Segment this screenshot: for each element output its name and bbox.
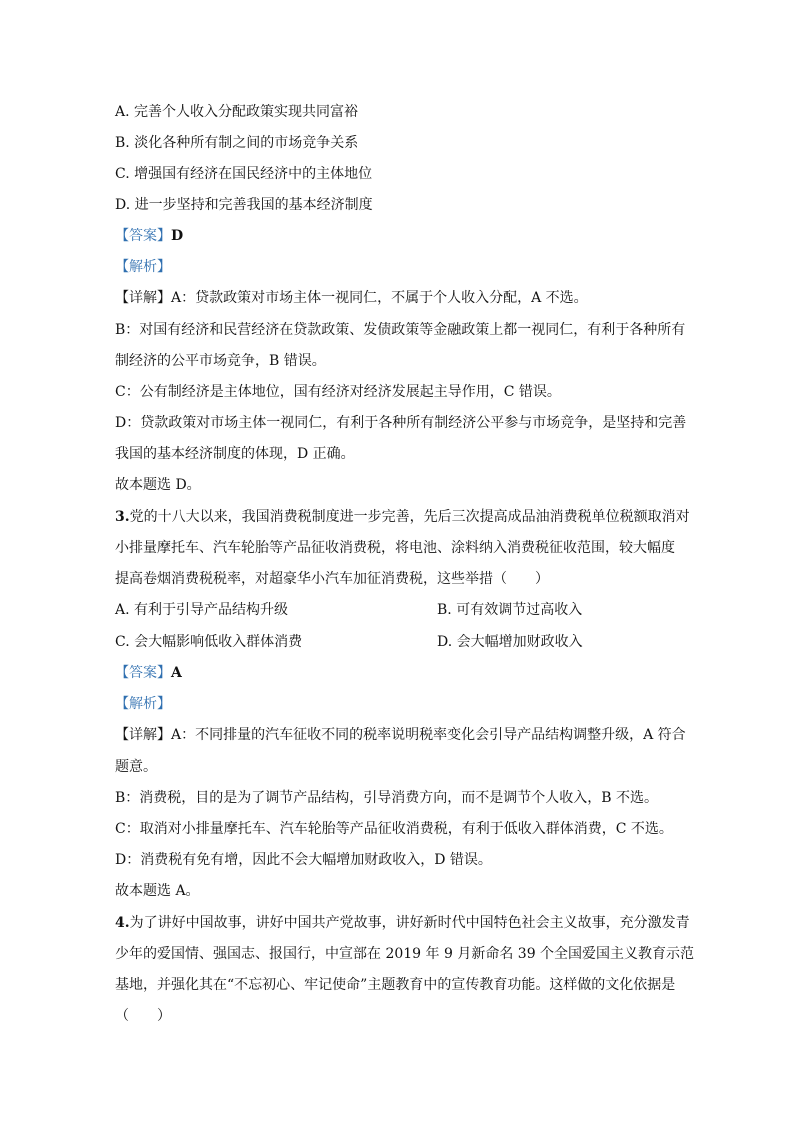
q3-option-a: A. 有利于引导产品结构升级 — [115, 602, 289, 618]
q3-analysis-line — [115, 694, 685, 714]
detail-tag: 【详解】 — [115, 727, 171, 743]
answer-tag: 【答案】 — [115, 665, 171, 681]
q2-option-d: D. 进一步坚持和完善我国的基本经济制度 — [115, 197, 373, 213]
q3-option-b: B. 可有效调节过高收入 — [437, 602, 583, 618]
q3-stem-line-2: 小排量摩托车、汽车轮胎等产品征收消费税，将电池、涂料纳入消费税征收范围，较大幅度 — [115, 540, 675, 556]
question-number: 4. — [115, 915, 130, 931]
q3-option-c: C. 会大幅影响低收入群体消费 — [115, 634, 303, 650]
q3-answer-line — [115, 663, 685, 683]
answer-tag: 【答案】 — [115, 228, 171, 244]
q2-detail-d1: D：贷款政策对市场主体一视同仁，有利于各种所有制经济公平参与市场竞争，是坚持和完善 — [115, 415, 687, 431]
q4-stem-line-2: 少年的爱国情、强国志、报国行，中宣部在 2019 年 9 月新命名 39 个全国爱国主义教育示范 — [115, 946, 695, 962]
q3-stem-line-1 — [115, 507, 690, 527]
q3-detail-line — [115, 725, 685, 745]
q3-detail-c: C：取消对小排量摩托车、汽车轮胎等产品征收消费税，有利于低收入群体消费，C 不选。 — [115, 821, 673, 837]
q3-stem-text: 党的十八大以来，我国消费税制度进一步完善，先后三次提高成品油消费税单位税额取消对 — [129, 509, 690, 525]
q3-conclusion: 故本题选 A。 — [115, 883, 200, 899]
answer-value: A — [171, 665, 182, 681]
q2-option-a: A. 完善个人收入分配政策实现共同富裕 — [115, 104, 359, 120]
q2-answer-line — [115, 226, 685, 246]
detail-text: A：不同排量的汽车征收不同的税率说明税率变化会引导产品结构调整升级，A 符合 — [171, 727, 686, 743]
q4-stem-line-1 — [115, 913, 690, 933]
q3-detail-a2: 题意。 — [115, 759, 157, 775]
question-number: 3. — [115, 509, 130, 525]
q2-detail-d2: 我国的基本经济制度的体现，D 正确。 — [115, 446, 355, 462]
q4-stem-text: 为了讲好中国故事，讲好中国共产党故事，讲好新时代中国特色社会主义故事，充分激发青 — [129, 915, 690, 931]
detail-text: A：贷款政策对市场主体一视同仁，不属于个人收入分配，A 不选。 — [171, 290, 588, 306]
q2-conclusion: 故本题选 D。 — [115, 477, 201, 493]
q3-detail-b: B：消费税，目的是为了调节产品结构，引导消费方向，而不是调节个人收入，B 不选。 — [115, 790, 659, 806]
answer-value: D — [171, 228, 184, 244]
q2-option-b: B. 淡化各种所有制之间的市场竞争关系 — [115, 135, 359, 151]
q4-stem-line-4: （ ） — [115, 1008, 171, 1024]
q4-stem-line-3: 基地，并强化其在“不忘初心、牢记使命”主题教育中的宣传教育功能。这样做的文化依据是 — [115, 977, 676, 993]
q2-detail-b2: 制经济的公平市场竞争，B 错误。 — [115, 353, 326, 369]
q2-detail-c: C：公有制经济是主体地位，国有经济对经济发展起主导作用，C 错误。 — [115, 384, 561, 400]
q2-analysis-line — [115, 257, 685, 277]
analysis-tag: 【解析】 — [115, 696, 171, 712]
detail-tag: 【详解】 — [115, 290, 171, 306]
q3-detail-d: D：消费税有免有增，因此不会大幅增加财政收入，D 错误。 — [115, 852, 492, 868]
analysis-tag: 【解析】 — [115, 259, 171, 275]
q3-option-d: D. 会大幅增加财政收入 — [437, 634, 583, 650]
q2-detail-line — [115, 288, 685, 308]
q3-stem-line-3: 提高卷烟消费税税率，对超豪华小汽车加征消费税，这些举措（ ） — [115, 571, 549, 587]
q2-option-c: C. 增强国有经济在国民经济中的主体地位 — [115, 166, 373, 182]
q2-detail-b1: B：对国有经济和民营经济在贷款政策、发债政策等金融政策上都一视同仁，有利于各种所有 — [115, 322, 686, 338]
